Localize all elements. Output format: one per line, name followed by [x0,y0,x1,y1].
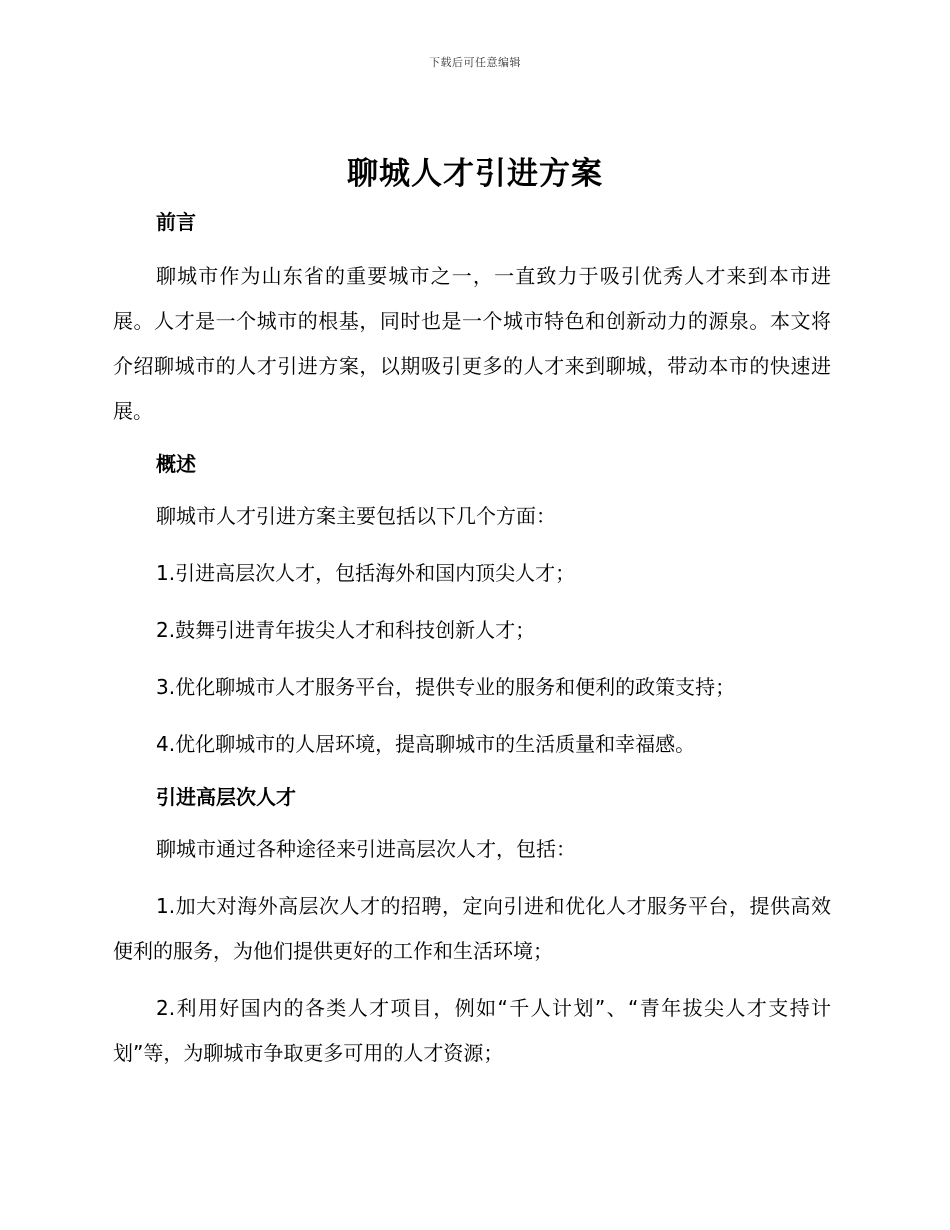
overview-item: 1.引进高层次人才，包括海外和国内顶尖人才； [156,561,576,585]
high-level-item: 1.加大对海外高层次人才的招聘，定向引进和优化人才服务平台，提供高效便利的服务，为他们提供更好的工作和生活环境； [113,894,831,963]
section-heading-overview: 概述 [156,452,196,476]
document-body [113,204,831,1076]
section-heading-high-level: 引进高层次人才 [156,785,296,809]
high-level-item: 2.利用好国内的各类人才项目，例如“千人计划”、“青年拔尖人才支持计划”等，为聊城市争取更多可用的人才资源； [113,996,831,1065]
high-level-intro: 聊城市通过各种途径来引进高层次人才，包括： [156,837,576,861]
overview-item: 4.优化聊城市的人居环境，提高聊城市的生活质量和幸福感。 [156,732,696,756]
overview-intro: 聊城市人才引进方案主要包括以下几个方面： [156,504,556,528]
overview-item: 2.鼓舞引进青年拔尖人才和科技创新人才； [156,618,536,642]
document-title: 聊城人才引进方案 [347,156,603,192]
overview-item: 3.优化聊城市人才服务平台，提供专业的服务和便利的政策支持； [156,675,736,699]
preface-paragraph: 聊城市作为山东省的重要城市之一，一直致力于吸引优秀人才来到本市进展。人才是一个城市的根基，同时也是一个城市特色和创新动力的源泉。本文将介绍聊城市的人才引进方案，以期吸引更多的人才来到聊城，带动本市的快速进展。 [113,264,831,423]
section-heading-preface: 前言 [156,210,196,234]
header-note: 下载后可任意编辑 [429,56,521,69]
